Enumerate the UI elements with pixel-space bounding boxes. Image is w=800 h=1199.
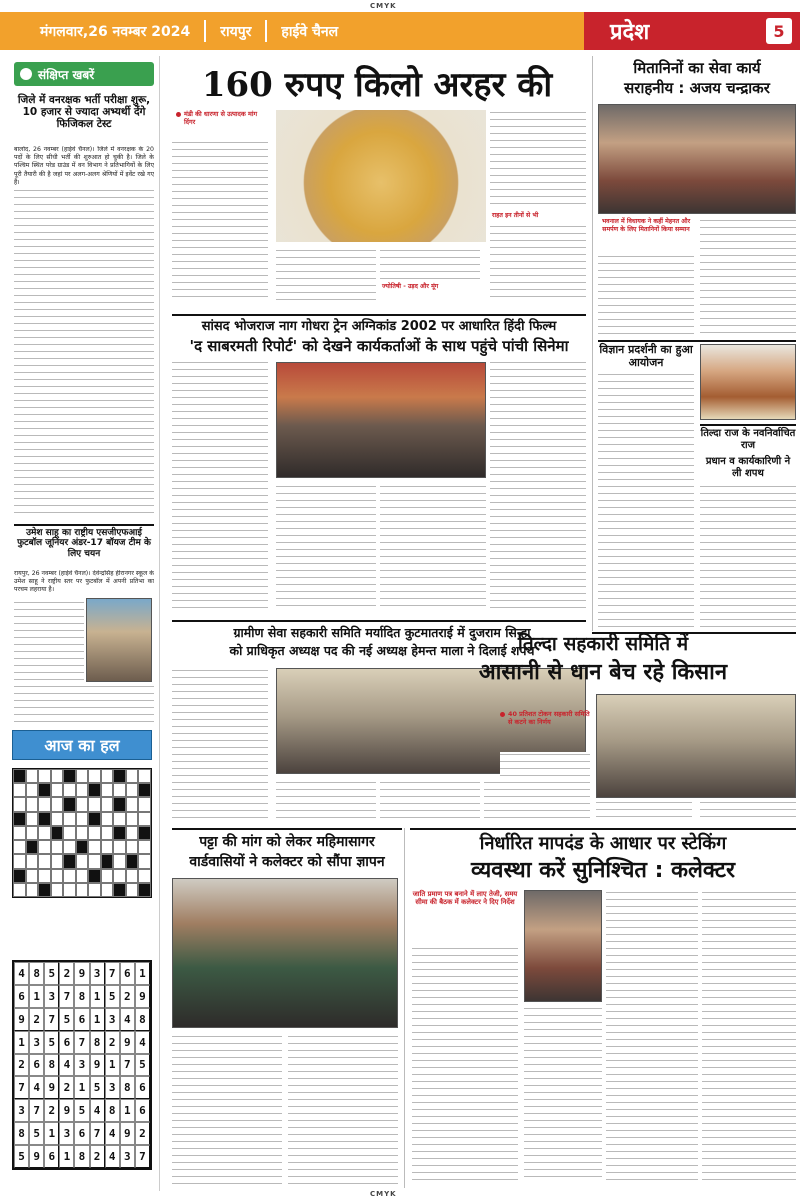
sudoku-cell: 8 [105, 1099, 120, 1122]
sudoku-cell: 6 [59, 1031, 74, 1054]
story1-headline: 160 रुपए किलो अरहर की [201, 65, 553, 105]
print-mark-top: CMYK [370, 2, 397, 10]
crossword-cell [113, 769, 126, 783]
story3-headline-2: को प्राधिकृत अध्यक्ष पद की नई अध्यक्ष हेमन्त माला ने दिलाई शपथ [229, 643, 535, 658]
crossword-cell [138, 797, 151, 811]
story1-col4 [490, 110, 586, 210]
sudoku-cell: 1 [74, 1076, 89, 1099]
right-story4-col3 [700, 800, 796, 820]
crossword-cell [113, 840, 126, 854]
crossword-cell [101, 869, 114, 883]
collector-photo [524, 890, 602, 1002]
crossword-cell [126, 769, 139, 783]
story2-col3 [380, 484, 486, 610]
crossword-cell [13, 840, 26, 854]
right-story5-headline-2: व्यवस्था करें सुनिश्चित : कलेक्टर [471, 858, 735, 883]
divider [265, 20, 267, 42]
crossword-cell [113, 783, 126, 797]
story4-headline-2: वार्डवासियों ने कलेक्टर को सौंपा ज्ञापन [189, 854, 385, 870]
story1-col1 [172, 140, 268, 300]
crossword-cell [101, 812, 114, 826]
crossword-cell [126, 797, 139, 811]
column-rule [404, 828, 405, 1188]
right-story4-col1 [500, 752, 590, 820]
crossword-cell [13, 883, 26, 897]
crossword-cell [63, 797, 76, 811]
crossword-cell [76, 769, 89, 783]
crossword-cell [126, 854, 139, 868]
sudoku-cell: 2 [44, 1099, 59, 1122]
crossword-cell [113, 869, 126, 883]
crossword-cell [138, 769, 151, 783]
crossword-cell [138, 869, 151, 883]
sudoku-cell: 4 [90, 1099, 105, 1122]
crossword-cell [88, 883, 101, 897]
crossword-cell [88, 783, 101, 797]
crossword-cell [26, 883, 39, 897]
sudoku-cell: 4 [29, 1076, 44, 1099]
crossword-cell [26, 797, 39, 811]
crossword-cell [88, 854, 101, 868]
sudoku-cell: 4 [135, 1031, 150, 1054]
story2-col1 [172, 360, 268, 610]
brief-lead-2: रायपुर, 26 नवम्बर (हाईवे चैनल)। देवेन्द्रसिंह हीरानगर स्कूल के उमेश साहू ने राष्ट्रीय स्तर पर फुटबॉल में अपनी प्रतिभा का परचम लहराया है। [14, 570, 154, 594]
crossword-cell [13, 783, 26, 797]
mitanin-photo [598, 104, 796, 214]
column-rule [592, 56, 593, 631]
crossword-cell [13, 854, 26, 868]
rule [410, 828, 796, 830]
section-bar [584, 12, 800, 50]
sudoku-cell: 1 [14, 1031, 29, 1054]
sudoku-cell: 8 [74, 1145, 89, 1168]
crossword-cell [63, 769, 76, 783]
story1-col3 [380, 248, 480, 282]
sudoku-cell: 9 [14, 1008, 29, 1031]
crossword-cell [26, 783, 39, 797]
rule [172, 620, 586, 622]
exhibition-photo [700, 344, 796, 420]
right-story5-headline-1: निर्धारित मापदंड के आधार पर स्टेकिंग [479, 833, 727, 854]
story4-col1 [172, 1034, 282, 1184]
crossword-cell [26, 769, 39, 783]
crossword-cell [26, 840, 39, 854]
sudoku-cell: 3 [105, 1008, 120, 1031]
sudoku-cell: 9 [29, 1145, 44, 1168]
divider [204, 20, 206, 42]
sudoku-cell: 5 [105, 985, 120, 1008]
sudoku-cell: 6 [29, 1054, 44, 1077]
crossword-cell [13, 869, 26, 883]
crossword-cell [26, 812, 39, 826]
crossword-cell [51, 854, 64, 868]
brief-body-2 [14, 600, 84, 680]
rule [700, 424, 796, 426]
story4-headline-1: पट्टा की मांग को लेकर महिमासागर [199, 834, 375, 850]
bullet-icon [20, 68, 32, 80]
crossword-cell [51, 840, 64, 854]
right-story1-headline-1: मितानिनों का सेवा कार्य [633, 59, 761, 77]
sudoku-cell: 8 [14, 1122, 29, 1145]
sudoku-cell: 8 [135, 1008, 150, 1031]
sudoku-cell: 2 [59, 962, 74, 985]
crossword-cell [51, 769, 64, 783]
briefs-tag-label: संक्षिप्त खबरें [38, 67, 95, 82]
right-story4-headline-1: तिल्दा सहकारी समिति में [517, 633, 689, 655]
player-photo [86, 598, 152, 682]
crossword-cell [38, 854, 51, 868]
crossword-cell [101, 854, 114, 868]
brief-body-2b [14, 684, 154, 724]
right-story5-kicker: जाति प्रमाण पत्र बनाने में लाए तेजी, समय सीमा की बैठक में कलेक्टर ने दिए निर्देश [412, 890, 518, 907]
story2-col2 [276, 484, 376, 610]
sudoku-cell: 6 [120, 962, 135, 985]
crossword-cell [126, 840, 139, 854]
lentil-photo [276, 110, 486, 242]
crossword-cell [101, 840, 114, 854]
sudoku-cell: 2 [105, 1031, 120, 1054]
print-mark-bottom: CMYK [370, 1190, 397, 1198]
crossword-cell [63, 826, 76, 840]
crossword-cell [76, 797, 89, 811]
crossword-cell [88, 769, 101, 783]
paper-name: हाईवे चैनल [281, 23, 339, 40]
story1-subhead-1: ज्योतिषी - उड़द और मूंग [382, 283, 439, 290]
crossword-cell [126, 883, 139, 897]
crossword-cell [76, 869, 89, 883]
crossword-cell [138, 883, 151, 897]
crossword-cell [26, 869, 39, 883]
rule [172, 314, 586, 316]
sudoku-cell: 2 [59, 1076, 74, 1099]
crossword-cell [51, 783, 64, 797]
sudoku-cell: 4 [105, 1122, 120, 1145]
memorandum-photo [172, 878, 398, 1028]
sudoku-cell: 1 [29, 985, 44, 1008]
crossword-cell [126, 783, 139, 797]
right-story4-bullet-1: 40 प्रतिशत टोकन सहकारी समिति से कटने का निर्णय [500, 710, 590, 726]
crossword-cell [88, 812, 101, 826]
crossword-cell [13, 797, 26, 811]
sudoku-cell: 6 [74, 1122, 89, 1145]
crossword-cell [51, 826, 64, 840]
rule [172, 828, 402, 830]
section-title: प्रदेश [610, 20, 650, 45]
sudoku-cell: 1 [44, 1122, 59, 1145]
crossword-cell [101, 883, 114, 897]
sudoku-cell: 7 [29, 1099, 44, 1122]
brief-headline-1: जिले में वनरक्षक भर्ती परीक्षा शुरू, 10 हजार से ज्यादा अभ्यर्थी देंगे फिजिकल टेस्ट [17, 94, 151, 131]
crossword-cell [138, 840, 151, 854]
crossword-cell [101, 826, 114, 840]
sudoku-cell: 9 [44, 1076, 59, 1099]
crossword-cell [63, 883, 76, 897]
sudoku-cell: 4 [59, 1054, 74, 1077]
sudoku-cell: 3 [59, 1122, 74, 1145]
crossword-cell [38, 797, 51, 811]
right-story3-headline-1: तिल्दा राज के नवनिर्वाचित राज [700, 428, 796, 451]
sudoku-cell: 9 [120, 1122, 135, 1145]
sudoku-cell: 5 [29, 1122, 44, 1145]
sudoku-cell: 3 [120, 1145, 135, 1168]
crossword-cell [113, 812, 126, 826]
crossword-cell [38, 869, 51, 883]
sudoku-cell: 7 [74, 1031, 89, 1054]
crossword-cell [63, 854, 76, 868]
brief-headline-2: उमेश साहू का राष्ट्रीय एसजीएफआई फुटबॉल जूनियर अंडर-17 बॉयज टीम के लिए चयन [17, 528, 151, 559]
story3-col1 [172, 668, 268, 818]
sudoku-cell: 9 [120, 1031, 135, 1054]
sudoku-cell: 3 [44, 985, 59, 1008]
crossword-cell [63, 812, 76, 826]
sudoku-cell: 2 [120, 985, 135, 1008]
crossword-cell [26, 854, 39, 868]
sudoku-cell: 9 [59, 1099, 74, 1122]
sudoku-cell: 1 [59, 1145, 74, 1168]
sudoku-cell: 3 [90, 962, 105, 985]
crossword-cell [76, 783, 89, 797]
sudoku-cell: 5 [44, 962, 59, 985]
sudoku-cell: 5 [74, 1099, 89, 1122]
crossword-cell [76, 826, 89, 840]
sudoku-cell: 7 [14, 1076, 29, 1099]
right-story1-subhead: भवनाल में विधायक ने कहीं मेहनत और समर्पण के लिए मितानिनों किया सम्मान [601, 218, 691, 233]
brief-body-1 [14, 188, 154, 518]
crossword-cell [63, 869, 76, 883]
right-story3-headline-2: प्रधान व कार्यकारिणी ने ली शपथ [705, 456, 791, 479]
right-story5-col2 [524, 1006, 602, 1182]
story2-headline-1: सांसद भोजराज नाग गोधरा ट्रेन अग्निकांड 2002 पर आधारित हिंदी फिल्म [201, 319, 557, 334]
sudoku-cell: 5 [135, 1054, 150, 1077]
crossword-cell [126, 812, 139, 826]
sudoku-cell: 7 [44, 1008, 59, 1031]
crossword-cell [113, 854, 126, 868]
sudoku-cell: 2 [90, 1145, 105, 1168]
sudoku-cell: 7 [135, 1145, 150, 1168]
right-story5-col4 [702, 890, 796, 1182]
crossword-cell [88, 869, 101, 883]
crossword-cell [38, 812, 51, 826]
right-story1-col2 [700, 218, 796, 334]
crossword-cell [13, 812, 26, 826]
sudoku-cell: 5 [14, 1145, 29, 1168]
right-story1-col1 [598, 254, 694, 334]
crossword-cell [88, 840, 101, 854]
story3-col2 [276, 780, 376, 820]
right-story4-col2 [596, 800, 692, 820]
sudoku-cell: 7 [105, 962, 120, 985]
sudoku-cell: 8 [90, 1031, 105, 1054]
story1-subhead-2: राहत इन तीनों से भी [492, 212, 539, 219]
sudoku-cell: 1 [90, 1008, 105, 1031]
sudoku-cell: 3 [29, 1031, 44, 1054]
crossword-cell [38, 826, 51, 840]
city-name: रायपुर [220, 23, 252, 40]
story2-headline-2: 'द साबरमती रिपोर्ट' को देखने कार्यकर्ताओं के साथ पहुंचे पांची सिनेमा [189, 337, 569, 355]
sudoku-cell: 6 [74, 1008, 89, 1031]
sudoku-cell: 5 [44, 1031, 59, 1054]
right-story2-headline: विज्ञान प्रदर्शनी का हुआ आयोजन [599, 343, 693, 369]
sudoku-cell: 1 [90, 985, 105, 1008]
crossword-cell [76, 883, 89, 897]
sudoku-cell: 8 [74, 985, 89, 1008]
right-story2-col1 [598, 372, 694, 628]
sudoku-cell: 9 [74, 962, 89, 985]
story3-col3 [380, 780, 480, 820]
right-story1-headline-2: सराहनीय : अजय चन्द्राकर [624, 79, 770, 97]
story3-headline-1: ग्रामीण सेवा सहकारी समिति मर्यादित कुटमातराई में दुजराम सिन्हा [233, 625, 531, 640]
crossword-grid [12, 768, 152, 898]
sudoku-cell: 3 [14, 1099, 29, 1122]
crossword-cell [51, 797, 64, 811]
sudoku-cell: 5 [90, 1076, 105, 1099]
crossword-cell [76, 812, 89, 826]
right-story4-headline-2: आसानी से धान बेच रहे किसान [478, 660, 728, 685]
story1-deck: मंडी की धारणा से उत्पादक मांग दिंगर [176, 110, 268, 126]
story2-col4 [490, 360, 586, 610]
crossword-cell [76, 840, 89, 854]
sudoku-cell: 9 [90, 1054, 105, 1077]
sudoku-cell: 1 [120, 1099, 135, 1122]
rule [598, 340, 796, 342]
sudoku-cell: 9 [135, 985, 150, 1008]
masthead-bar [0, 12, 584, 50]
crossword-cell [113, 883, 126, 897]
crossword-cell [63, 840, 76, 854]
sudoku-grid [12, 960, 152, 1170]
sudoku-cell: 2 [135, 1122, 150, 1145]
rule [14, 524, 154, 526]
sudoku-cell: 7 [90, 1122, 105, 1145]
sudoku-cell: 7 [120, 1054, 135, 1077]
crossword-cell [13, 769, 26, 783]
crossword-cell [101, 769, 114, 783]
sudoku-cell: 1 [135, 962, 150, 985]
sudoku-cell: 1 [105, 1054, 120, 1077]
sudoku-cell: 6 [135, 1099, 150, 1122]
sudoku-cell: 3 [105, 1076, 120, 1099]
sudoku-cell: 6 [14, 985, 29, 1008]
crossword-cell [63, 783, 76, 797]
issue-date: मंगलवार,26 नवम्बर 2024 [40, 23, 191, 40]
crossword-cell [51, 812, 64, 826]
story4-col2 [288, 1034, 398, 1184]
paddy-photo [596, 694, 796, 798]
crossword-cell [38, 769, 51, 783]
sudoku-cell: 8 [120, 1076, 135, 1099]
sudoku-cell: 4 [14, 962, 29, 985]
crossword-cell [126, 826, 139, 840]
right-story5-col1 [412, 946, 518, 1182]
story1-col5 [490, 224, 586, 300]
sudoku-cell: 5 [59, 1008, 74, 1031]
sudoku-cell: 4 [105, 1145, 120, 1168]
crossword-cell [113, 826, 126, 840]
right-story3-col1 [700, 484, 796, 628]
puzzle-title: आज का हल [12, 730, 152, 760]
crossword-cell [138, 783, 151, 797]
crossword-cell [26, 826, 39, 840]
crossword-cell [138, 812, 151, 826]
sudoku-cell: 8 [29, 962, 44, 985]
brief-lead-1: बालोद, 26 नवम्बर (हाईवे चैनल)। जिले में वनरक्षक के 20 पदों के लिए सीधी भर्ती की शुरुआत हो चुकी है। जिले के पश्चिम स्थित परेड ग्राउंड में वन विभाग ने प्रतिभागियों के लिए पूरी तैयारी की है जहां पर अलग-अलग श्रेणियों में इवेंट रखे गए हैं। [14, 146, 154, 186]
crossword-cell [113, 797, 126, 811]
briefs-tag [14, 62, 154, 86]
crossword-cell [101, 783, 114, 797]
story1-col2 [276, 248, 376, 300]
crossword-cell [101, 797, 114, 811]
crossword-cell [51, 883, 64, 897]
page-number: 5 [766, 18, 792, 44]
sudoku-cell: 6 [44, 1145, 59, 1168]
sudoku-cell: 6 [135, 1076, 150, 1099]
crossword-cell [88, 826, 101, 840]
crossword-cell [138, 826, 151, 840]
crossword-cell [51, 869, 64, 883]
right-story5-col3 [606, 890, 698, 1182]
sudoku-cell: 7 [59, 985, 74, 1008]
sudoku-cell: 4 [120, 1008, 135, 1031]
crossword-cell [126, 869, 139, 883]
crossword-cell [138, 854, 151, 868]
sudoku-cell: 8 [44, 1054, 59, 1077]
crossword-cell [88, 797, 101, 811]
crossword-cell [38, 883, 51, 897]
crossword-cell [38, 840, 51, 854]
sudoku-cell: 2 [29, 1008, 44, 1031]
cinema-photo [276, 362, 486, 478]
crossword-cell [38, 783, 51, 797]
sudoku-cell: 3 [74, 1054, 89, 1077]
crossword-cell [13, 826, 26, 840]
sudoku-cell: 2 [14, 1054, 29, 1077]
crossword-cell [76, 854, 89, 868]
